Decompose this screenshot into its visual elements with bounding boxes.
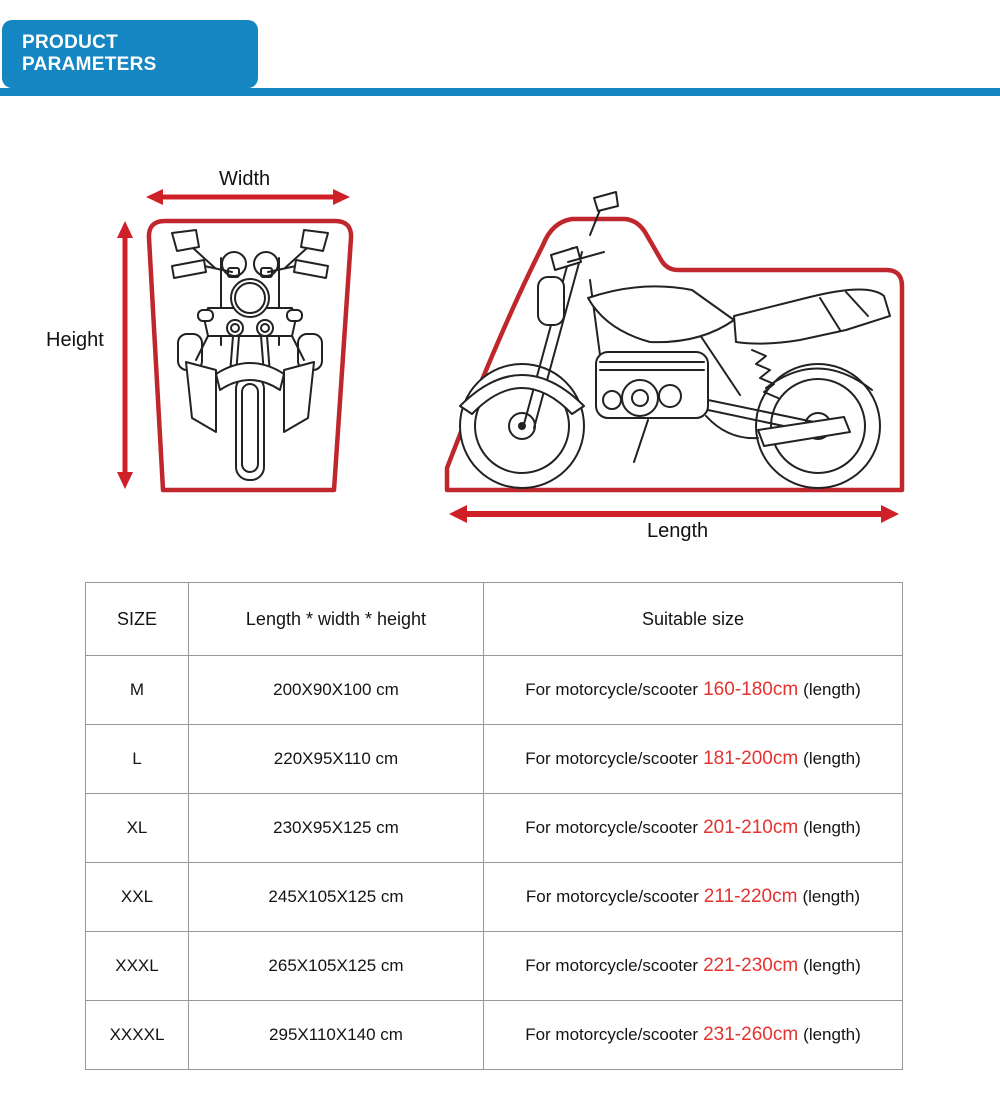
side-view-cover-outline: [447, 219, 902, 490]
suitable-cell: [484, 932, 903, 1001]
front-motorcycle-illustration: [172, 230, 328, 480]
header-dimensions: Length * width * height: [189, 583, 484, 656]
size-table: [85, 582, 903, 1070]
table-row: [86, 932, 903, 1001]
product-parameters-badge: [2, 20, 258, 88]
table-row: [86, 656, 903, 725]
suitable-prefix: For motorcycle/scooter: [525, 887, 699, 906]
suitable-suffix: (length): [803, 818, 861, 837]
suitable-suffix: (length): [803, 1025, 861, 1044]
suitable-suffix: (length): [803, 956, 861, 975]
front-view-cover-outline: [149, 221, 351, 490]
width-arrow: [146, 189, 350, 205]
size-cell: XXXL: [86, 932, 189, 1001]
suitable-prefix: For motorcycle/scooter: [525, 1025, 699, 1044]
dimensions-cell: 265X105X125 cm: [189, 932, 484, 1001]
suitable-cell: [484, 656, 903, 725]
size-cell: XL: [86, 794, 189, 863]
width-label: Width: [219, 168, 271, 190]
size-cell: XXXXL: [86, 1001, 189, 1070]
suitable-cell: [484, 863, 903, 932]
suitable-range: 201-210cm: [703, 817, 799, 838]
banner-underline: [0, 88, 1000, 96]
side-motorcycle-illustration: [460, 192, 890, 488]
height-label: Height: [46, 329, 104, 351]
dimensions-cell: 295X110X140 cm: [189, 1001, 484, 1070]
table-row: [86, 863, 903, 932]
suitable-prefix: For motorcycle/scooter: [525, 818, 699, 837]
length-label: Length: [647, 520, 709, 542]
height-arrow: [117, 221, 133, 489]
table-row: [86, 1001, 903, 1070]
suitable-suffix: (length): [803, 749, 861, 768]
suitable-range: 221-230cm: [703, 955, 799, 976]
header-suitable: Suitable size: [484, 583, 903, 656]
size-cell: L: [86, 725, 189, 794]
suitable-range: 231-260cm: [703, 1024, 799, 1045]
suitable-prefix: For motorcycle/scooter: [525, 680, 699, 699]
dimensions-cell: 220X95X110 cm: [189, 725, 484, 794]
suitable-cell: [484, 725, 903, 794]
dimensions-cell: 200X90X100 cm: [189, 656, 484, 725]
banner-title: PRODUCT PARAMETERS: [22, 32, 157, 75]
suitable-cell: [484, 1001, 903, 1070]
suitable-range: 160-180cm: [703, 679, 799, 700]
header-size: SIZE: [86, 583, 189, 656]
table-row: [86, 794, 903, 863]
suitable-prefix: For motorcycle/scooter: [525, 749, 699, 768]
suitable-range: 211-220cm: [703, 886, 798, 907]
suitable-range: 181-200cm: [703, 748, 799, 769]
suitable-prefix: For motorcycle/scooter: [525, 956, 699, 975]
suitable-suffix: (length): [802, 887, 861, 906]
size-cell: XXL: [86, 863, 189, 932]
dimensions-cell: 245X105X125 cm: [189, 863, 484, 932]
table-header-row: [86, 583, 903, 656]
dimensions-cell: 230X95X125 cm: [189, 794, 484, 863]
size-cell: M: [86, 656, 189, 725]
suitable-cell: [484, 794, 903, 863]
suitable-suffix: (length): [803, 680, 861, 699]
table-row: [86, 725, 903, 794]
